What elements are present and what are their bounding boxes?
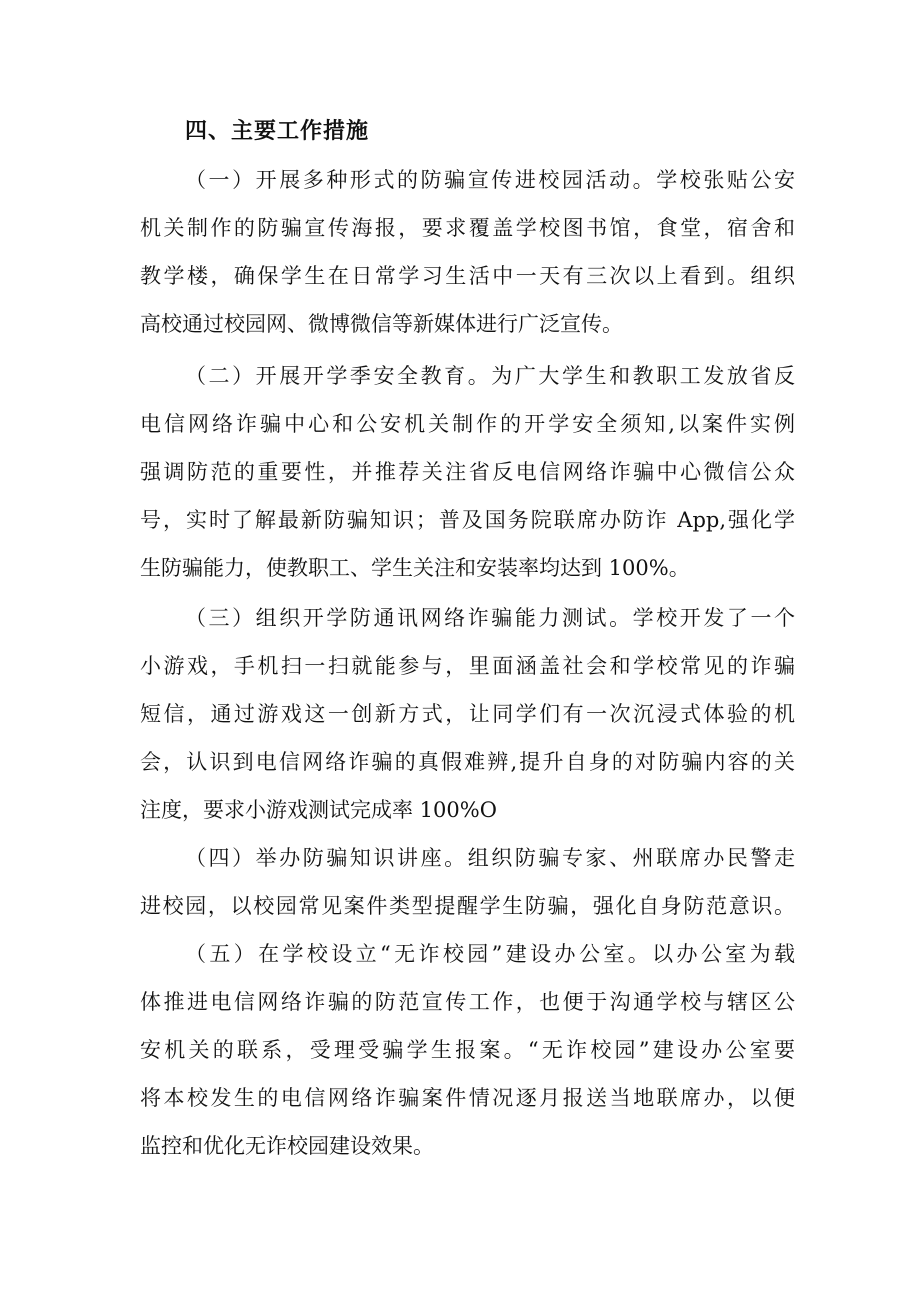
paragraph-3-line-2: 小游戏，手机扫一扫就能参与，里面涵盖社会和学校常见的诈骗 bbox=[140, 654, 795, 678]
paragraph-5-line-2: 体推进电信网络诈骗的防范宣传工作，也便于沟通学校与辖区公 bbox=[140, 990, 795, 1014]
paragraph-1-line-4: 高校通过校园网、微博微信等新媒体进行广泛宣传。 bbox=[140, 312, 623, 336]
paragraph-5-line-5: 监控和优化无诈校园建设效果。 bbox=[140, 1134, 434, 1158]
paragraph-1-line-2: 机关制作的防骗宣传海报，要求覆盖学校图书馆，食堂，宿舍和 bbox=[140, 216, 795, 240]
paragraph-2-line-2: 电信网络诈骗中心和公安机关制作的开学安全须知,以案件实例 bbox=[140, 412, 795, 436]
paragraph-1-line-1: （一）开展多种形式的防骗宣传进校园活动。学校张贴公安 bbox=[185, 168, 795, 192]
paragraph-5-line-3: 安机关的联系，受理受骗学生报案。“无诈校园”建设办公室要 bbox=[140, 1038, 795, 1062]
paragraph-4-line-1: （四）举办防骗知识讲座。组织防骗专家、州联席办民警走 bbox=[185, 846, 795, 870]
section-heading: 四、主要工作措施 bbox=[185, 119, 370, 144]
paragraph-1-line-3: 教学楼，确保学生在日常学习生活中一天有三次以上看到。组织 bbox=[140, 264, 795, 288]
paragraph-2-line-5: 生防骗能力，使教职工、学生关注和安装率均达到 100%。 bbox=[140, 556, 690, 580]
paragraph-3-line-5: 注度，要求小游戏测试完成率 100%O bbox=[140, 798, 497, 822]
paragraph-5-line-1: （五）在学校设立“无诈校园”建设办公室。以办公室为载 bbox=[185, 942, 795, 966]
paragraph-2-line-4: 号，实时了解最新防骗知识；普及国务院联席办防诈 App,强化学 bbox=[140, 508, 795, 532]
paragraph-3-line-4: 会，认识到电信网络诈骗的真假难辨,提升自身的对防骗内容的关 bbox=[140, 750, 795, 774]
paragraph-5-line-4: 将本校发生的电信网络诈骗案件情况逐月报送当地联席办，以便 bbox=[140, 1086, 795, 1110]
paragraph-2-line-3: 强调防范的重要性，并推荐关注省反电信网络诈骗中心微信公众 bbox=[140, 460, 795, 484]
paragraph-4-line-2: 进校园，以校园常见案件类型提醒学生防骗，强化自身防范意识。 bbox=[140, 894, 795, 918]
paragraph-3-line-3: 短信，通过游戏这一创新方式，让同学们有一次沉浸式体验的机 bbox=[140, 702, 795, 726]
paragraph-2-line-1: （二）开展开学季安全教育。为广大学生和教职工发放省反 bbox=[185, 364, 795, 388]
paragraph-3-line-1: （三）组织开学防通讯网络诈骗能力测试。学校开发了一个 bbox=[185, 606, 795, 630]
